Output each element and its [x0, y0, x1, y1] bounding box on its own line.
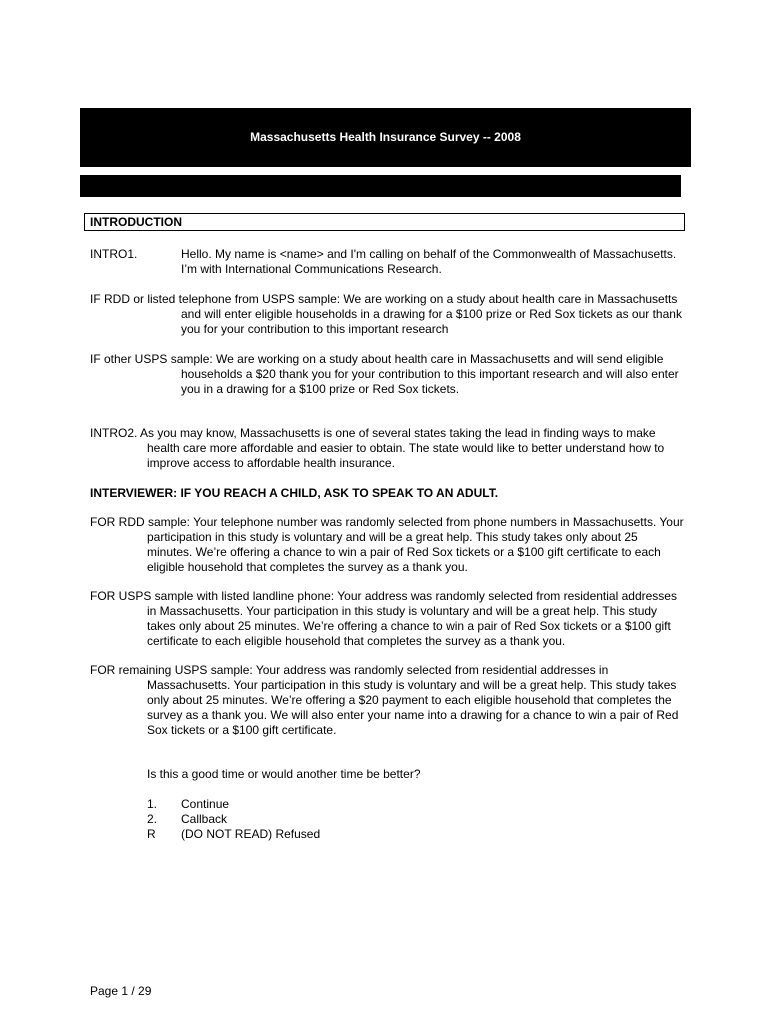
other-usps-paragraph: IF other USPS sample: We are working on a study about health care in Massachusetts and will send eligible households a $20 thank you for your contribution to this important research and will also enter you in a drawing for a $100 prize or Red Sox tickets. — [90, 352, 679, 396]
question-text: Is this a good time or would another time be better? — [147, 767, 421, 781]
header-bar — [80, 108, 691, 167]
document-title: Massachusetts Health Insurance Survey -- 2008 — [250, 130, 521, 144]
intro1-text: Hello. My name is <name> and I'm calling on behalf of the Commonwealth of Massachusetts. I’m with International Communications Research. — [181, 247, 677, 276]
option-code: 2. — [147, 812, 158, 826]
section-heading: INTRODUCTION — [84, 213, 685, 231]
intro1-paragraph — [90, 247, 685, 277]
intro2-paragraph: INTRO2. As you may know, Massachusetts is one of several states taking the lead in finding ways to make health care more affordable and easier to obtain. The state would like to better understand how to improve access to affordable health insurance. — [90, 426, 665, 470]
interviewer-note: INTERVIEWER: IF YOU REACH A CHILD, ASK TO SPEAK TO AN ADULT. — [90, 486, 499, 500]
option-label: Callback — [181, 812, 228, 826]
for-usps-listed-paragraph: FOR USPS sample with listed landline phone: Your address was randomly selected from residential addresses in Massachusetts. Your participation in this study is voluntary and will be a great help. This study takes only about 25 minutes. We’re offering a chance to win a pair of Red Sox tickets or a $100 gift certificate to each eligible household that completes the survey as a thank you. — [90, 589, 677, 648]
header-sub-bar — [80, 175, 681, 197]
answer-option-callback — [147, 812, 227, 827]
option-label: Continue — [181, 797, 230, 811]
for-remaining-usps-paragraph: FOR remaining USPS sample: Your address was randomly selected from residential addresses in Massachusetts. Your participation in this study is voluntary and will be a great help. This study takes only about 25 minutes. We’re offering a $20 payment to each eligible household that completes the survey as a thank you. We will also enter your name into a drawing for a chance to win a pair of Red Sox tickets or a $100 gift certificate. — [90, 663, 679, 737]
rdd-listed-paragraph: IF RDD or listed telephone from USPS sample: We are working on a study about health care in Massachusetts and will enter eligible households in a drawing for a $100 prize or Red Sox tickets as our thank you for your contribution to this important research — [90, 292, 682, 336]
for-rdd-paragraph: FOR RDD sample: Your telephone number was randomly selected from phone numbers in Massachusetts. Your participation in this study is voluntary and will be a great help. This study takes only about 25 minutes. We’re offering a chance to win a pair of Red Sox tickets or a $100 gift certificate to each eligible household that completes the survey as a thank you. — [90, 515, 684, 574]
intro1-label: INTRO1. — [90, 247, 138, 261]
answer-option-continue — [147, 797, 229, 812]
option-code: 1. — [147, 797, 158, 811]
page-number: Page 1 / 29 — [90, 984, 152, 998]
option-label: (DO NOT READ) Refused — [181, 827, 321, 841]
option-code: R — [147, 827, 156, 841]
answer-option-refused — [147, 827, 320, 842]
